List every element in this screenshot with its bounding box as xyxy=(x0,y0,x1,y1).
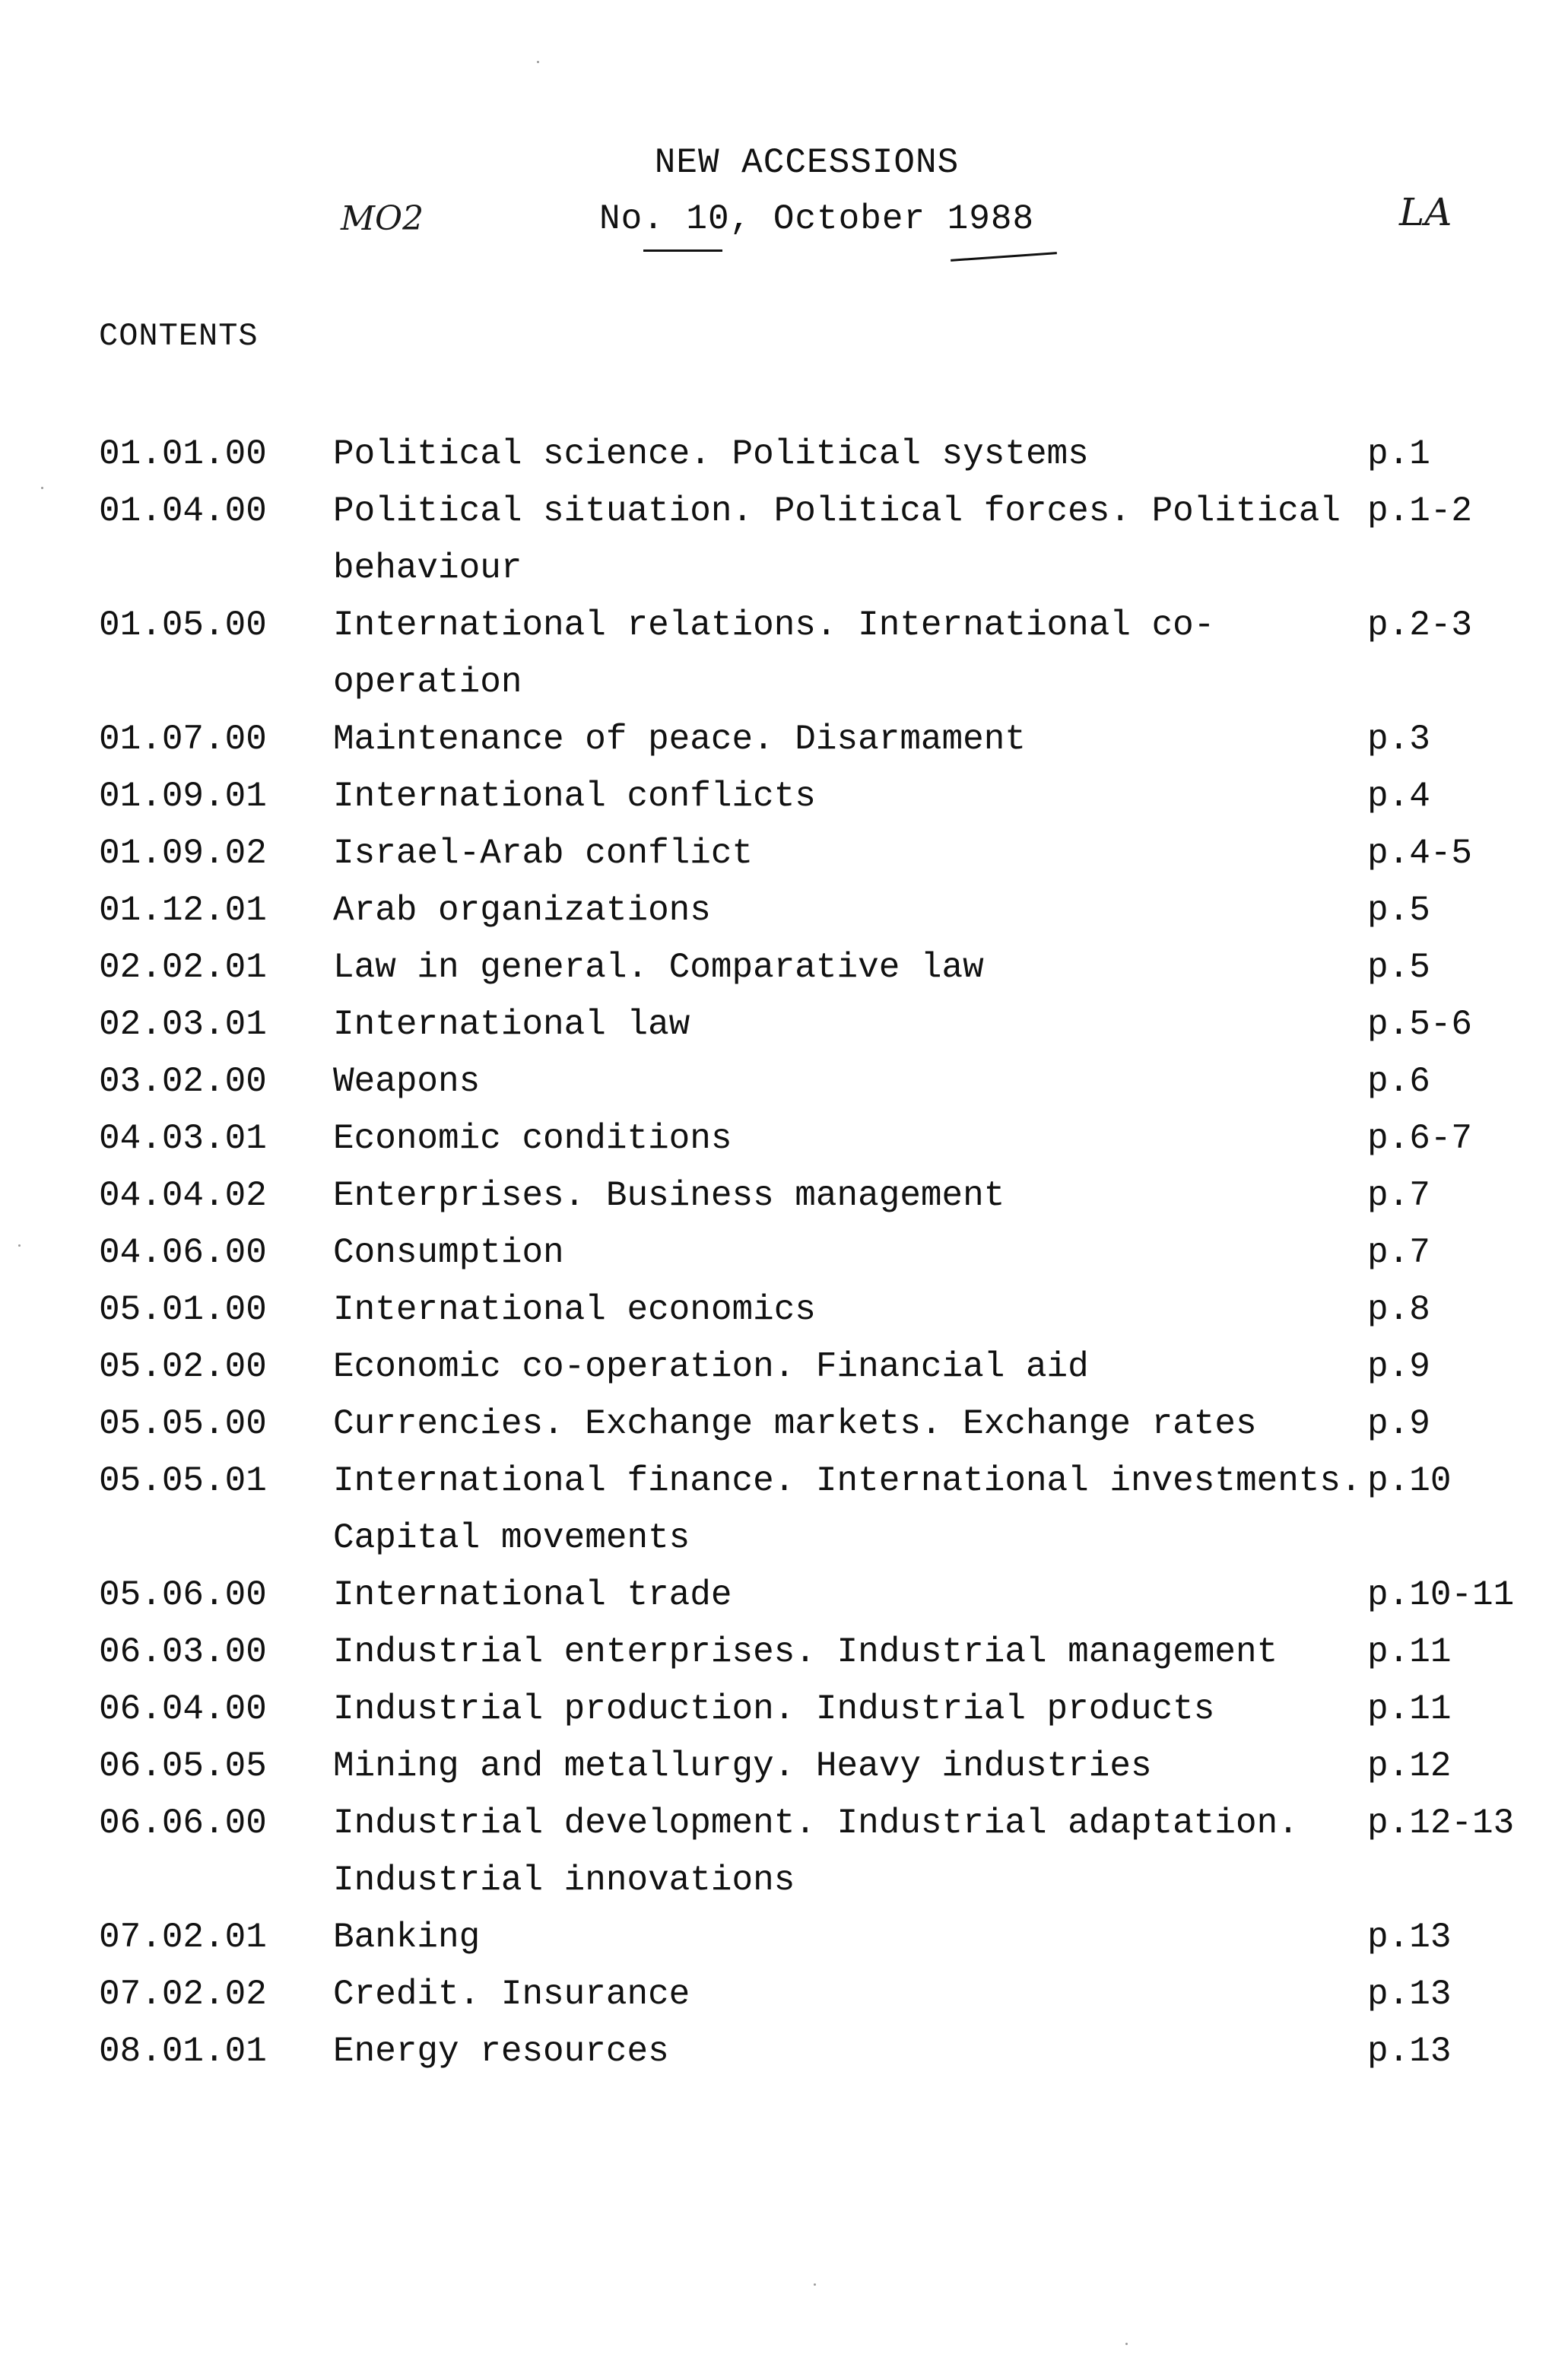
toc-entry-code: 02.03.01 xyxy=(99,1005,267,1044)
toc-entry-code: 05.05.01 xyxy=(99,1461,267,1501)
toc-entry xyxy=(99,711,1536,768)
toc-entry-label: Currencies. Exchange markets. Exchange rates xyxy=(333,1404,1257,1444)
toc-entry-label: International relations. International co-operation xyxy=(333,605,1215,702)
toc-entry-page: p.5 xyxy=(1367,891,1430,930)
toc-entry-label: International trade xyxy=(333,1575,732,1615)
scan-speck xyxy=(814,2283,816,2286)
table-of-contents xyxy=(99,426,1536,2080)
scan-speck xyxy=(18,1244,21,1247)
toc-entry-page: p.11 xyxy=(1367,1689,1452,1729)
toc-entry-code: 01.04.00 xyxy=(99,491,267,531)
toc-entry-label: Banking xyxy=(333,1918,481,1957)
scan-speck xyxy=(41,487,43,489)
toc-entry-label: Consumption xyxy=(333,1233,564,1273)
toc-entry-label: Industrial enterprises. Industrial management xyxy=(333,1632,1278,1672)
issue-subtitle: No. 10, October 1988 xyxy=(599,199,1035,239)
toc-entry xyxy=(99,1567,1536,1624)
toc-entry-page: p.5-6 xyxy=(1367,1005,1473,1044)
toc-entry-code: 01.12.01 xyxy=(99,891,267,930)
toc-entry-page: p.3 xyxy=(1367,720,1430,759)
toc-entry-page: p.11 xyxy=(1367,1632,1452,1672)
toc-entry-code: 06.04.00 xyxy=(99,1689,267,1729)
toc-entry-code: 06.06.00 xyxy=(99,1803,267,1843)
toc-entry xyxy=(99,597,1536,711)
toc-entry-label: Israel-Arab conflict xyxy=(333,834,754,873)
toc-entry-code: 01.09.02 xyxy=(99,834,267,873)
toc-entry-label: Weapons xyxy=(333,1062,481,1101)
toc-entry-code: 04.06.00 xyxy=(99,1233,267,1273)
toc-entry-code: 06.05.05 xyxy=(99,1746,267,1786)
toc-entry-label: Industrial development. Industrial adaptation. Industrial innovations xyxy=(333,1803,1299,1900)
toc-entry-code: 08.01.01 xyxy=(99,2032,267,2071)
toc-entry-page: p.1 xyxy=(1367,434,1430,474)
toc-entry-label: Political science. Political systems xyxy=(333,434,1089,474)
toc-entry-code: 07.02.02 xyxy=(99,1975,267,2014)
toc-entry xyxy=(99,1681,1536,1738)
toc-entry xyxy=(99,1111,1536,1168)
toc-entry xyxy=(99,1225,1536,1282)
toc-entry-label: Industrial production. Industrial products xyxy=(333,1689,1215,1729)
toc-entry-page: p.2-3 xyxy=(1367,605,1473,645)
toc-entry xyxy=(99,1624,1536,1681)
toc-entry-code: 06.03.00 xyxy=(99,1632,267,1672)
toc-entry-label: Political situation. Political forces. Political behaviour xyxy=(333,491,1341,588)
toc-entry-code: 07.02.01 xyxy=(99,1918,267,1957)
toc-entry-label: International finance. International investments. Capital movements xyxy=(333,1461,1362,1558)
toc-entry-label: Credit. Insurance xyxy=(333,1975,690,2014)
toc-entry xyxy=(99,1909,1536,1966)
toc-entry-label: Economic conditions xyxy=(333,1119,732,1158)
toc-entry xyxy=(99,1795,1536,1909)
handwritten-underline-number xyxy=(643,249,722,252)
toc-entry-page: p.13 xyxy=(1367,1975,1452,2014)
toc-entry-page: p.12 xyxy=(1367,1746,1452,1786)
toc-entry-code: 05.01.00 xyxy=(99,1290,267,1330)
toc-entry-page: p.7 xyxy=(1367,1176,1430,1215)
toc-entry xyxy=(99,768,1536,825)
toc-entry-page: p.9 xyxy=(1367,1347,1430,1387)
document-title: NEW ACCESSIONS xyxy=(654,143,960,183)
toc-entry-code: 03.02.00 xyxy=(99,1062,267,1101)
toc-entry-code: 01.07.00 xyxy=(99,720,267,759)
toc-entry-page: p.10-11 xyxy=(1367,1575,1515,1615)
toc-entry-code: 01.05.00 xyxy=(99,605,267,645)
toc-entry-page: p.12-13 xyxy=(1367,1803,1515,1843)
toc-entry-page: p.13 xyxy=(1367,1918,1452,1957)
toc-entry-label: International conflicts xyxy=(333,777,816,816)
toc-entry xyxy=(99,2023,1536,2080)
toc-entry xyxy=(99,483,1536,597)
toc-entry-page: p.6 xyxy=(1367,1062,1430,1101)
toc-entry-label: Enterprises. Business management xyxy=(333,1176,1005,1215)
toc-entry-label: Mining and metallurgy. Heavy industries xyxy=(333,1746,1152,1786)
toc-entry xyxy=(99,825,1536,882)
toc-entry-label: International law xyxy=(333,1005,690,1044)
scan-speck xyxy=(1125,2343,1128,2345)
toc-entry-page: p.4 xyxy=(1367,777,1430,816)
toc-entry xyxy=(99,1339,1536,1396)
handwritten-annotation-right: LA xyxy=(1399,190,1452,234)
toc-entry-label: Economic co-operation. Financial aid xyxy=(333,1347,1089,1387)
toc-entry-page: p.4-5 xyxy=(1367,834,1473,873)
scan-speck xyxy=(537,61,539,63)
toc-entry-label: Law in general. Comparative law xyxy=(333,948,984,987)
toc-entry-code: 04.04.02 xyxy=(99,1176,267,1215)
toc-entry-code: 01.09.01 xyxy=(99,777,267,816)
toc-entry xyxy=(99,1053,1536,1111)
toc-entry xyxy=(99,882,1536,939)
toc-entry-page: p.5 xyxy=(1367,948,1430,987)
toc-entry xyxy=(99,1396,1536,1453)
toc-entry-page: p.10 xyxy=(1367,1461,1452,1501)
toc-entry-label: Energy resources xyxy=(333,2032,669,2071)
toc-entry-page: p.6-7 xyxy=(1367,1119,1473,1158)
toc-entry xyxy=(99,426,1536,483)
toc-entry xyxy=(99,1738,1536,1795)
toc-entry xyxy=(99,1282,1536,1339)
toc-entry-page: p.8 xyxy=(1367,1290,1430,1330)
toc-entry-code: 04.03.01 xyxy=(99,1119,267,1158)
toc-entry-label: Arab organizations xyxy=(333,891,711,930)
toc-entry-page: p.13 xyxy=(1367,2032,1452,2071)
toc-entry xyxy=(99,996,1536,1053)
toc-entry-page: p.9 xyxy=(1367,1404,1430,1444)
toc-entry-page: p.1-2 xyxy=(1367,491,1473,531)
toc-entry-code: 01.01.00 xyxy=(99,434,267,474)
toc-entry xyxy=(99,1966,1536,2023)
toc-entry-label: International economics xyxy=(333,1290,816,1330)
toc-entry-code: 05.05.00 xyxy=(99,1404,267,1444)
toc-entry xyxy=(99,1168,1536,1225)
toc-entry xyxy=(99,1453,1536,1567)
toc-entry-code: 05.06.00 xyxy=(99,1575,267,1615)
toc-entry xyxy=(99,939,1536,996)
handwritten-annotation-left: MO2 xyxy=(341,199,424,238)
toc-entry-label: Maintenance of peace. Disarmament xyxy=(333,720,1026,759)
toc-entry-page: p.7 xyxy=(1367,1233,1430,1273)
toc-entry-code: 05.02.00 xyxy=(99,1347,267,1387)
contents-heading: CONTENTS xyxy=(99,318,259,354)
toc-entry-code: 02.02.01 xyxy=(99,948,267,987)
handwritten-underline-year xyxy=(951,252,1057,262)
